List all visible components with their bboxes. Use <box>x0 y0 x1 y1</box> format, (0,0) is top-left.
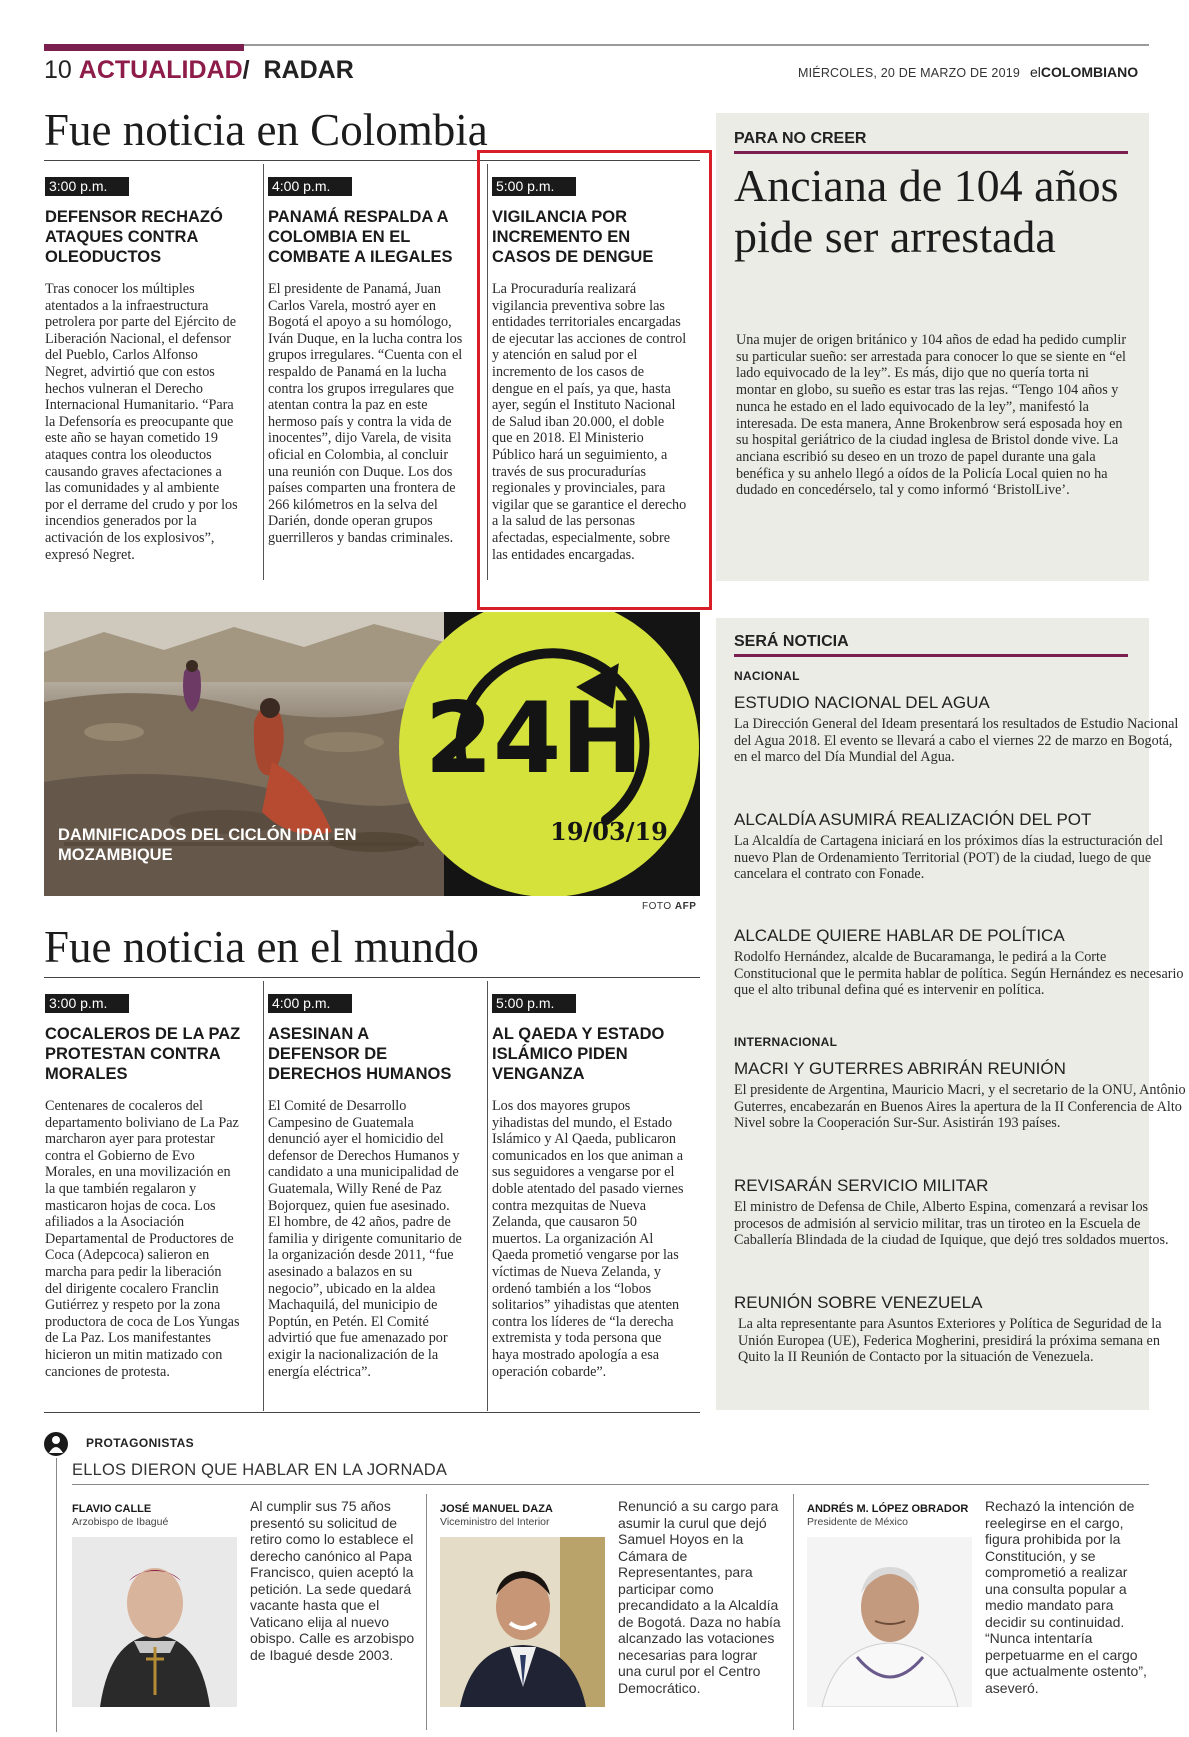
protagonistas-divider <box>426 1494 427 1730</box>
protagonist-name: JOSÉ MANUEL DAZA <box>440 1503 553 1515</box>
brand-logo <box>1030 64 1138 80</box>
protagonist-role: Arzobispo de Ibagué <box>72 1516 169 1528</box>
protagonistas-label: PROTAGONISTAS <box>86 1436 195 1450</box>
mundo-title-rule <box>44 977 700 978</box>
para-no-creer-rule <box>734 151 1128 154</box>
sera-noticia-body: El presidente de Argentina, Mauricio Macri, y el secretario de la ONU, Antônio Guterres, encabezarán en Buenos Aires la apertura de la II Conferencia de Alto Nivel sobre la Cooperación Sur-Sur. Asistirán 193 países. <box>734 1082 1186 1132</box>
logo-text: 24H <box>424 682 644 796</box>
sera-noticia-body: La alta representante para Asuntos Exteriores y Política de Seguridad de la Unión Europea (UE), Federica Mogherini, presidirá la próxima semana en Quito la II Reunión de Contacto por la situación de Venezuela. <box>738 1316 1162 1366</box>
mundo-column-3 <box>492 994 688 1380</box>
person-icon <box>44 1432 68 1456</box>
article-body: El presidente de Panamá, Juan Carlos Varela, mostró ayer en Bogotá el apoyo a su homólogo, Iván Duque, en la lucha contra los grupos irregulares. “Cuenta con el respaldo de Panamá en la lucha contra los grupos irregulares que atentan contra la paz en este hermoso país y contra la vida de inocentes”, dijo Varela, de visita oficial en Colombia, al concluir una reunión con Duque. Los dos países comparten una frontera de 266 kilómetros en la selva del Darién, donde operan grupos guerrilleros y bandas criminales. <box>268 281 463 546</box>
mundo-section-title: Fue noticia en el mundo <box>44 922 479 972</box>
sera-noticia-headline: ALCALDE QUIERE HABLAR DE POLÍTICA <box>734 926 1065 945</box>
protagonist-photo <box>807 1537 972 1707</box>
banner-24h <box>44 612 700 896</box>
mundo-column-1 <box>45 994 241 1380</box>
mundo-bottom-rule <box>44 1412 700 1413</box>
protagonist-quote: Al cumplir sus 75 años presentó su solicitud de retiro como lo establece el derecho canónico al Papa Francisco, quien aceptó la petición. La sede quedará vacante hasta que el Vaticano elija al nuevo obispo. Calle es arzobispo de Ibagué desde 2003. <box>250 1498 415 1663</box>
sera-noticia-rule <box>734 654 1128 657</box>
viceminister-portrait-illustration <box>440 1537 605 1707</box>
colombia-column-2 <box>268 177 464 547</box>
protagonist-role: Presidente de México <box>807 1516 908 1528</box>
para-no-creer-headline: Anciana de 104 años pide ser arrestada <box>734 160 1119 262</box>
mundo-column-2 <box>268 994 464 1380</box>
photo-credit <box>642 901 696 912</box>
internacional-label: INTERNACIONAL <box>734 1035 838 1049</box>
protagonist-name: FLAVIO CALLE <box>72 1503 152 1515</box>
time-badge: 3:00 p.m. <box>45 994 129 1013</box>
time-badge: 5:00 p.m. <box>492 994 576 1013</box>
nacional-label: NACIONAL <box>734 669 800 683</box>
header-accent-bar <box>44 44 244 51</box>
protagonist-name: ANDRÉS M. LÓPEZ OBRADOR <box>807 1503 969 1515</box>
sera-noticia-headline: ALCALDÍA ASUMIRÁ REALIZACIÓN DEL POT <box>734 810 1092 829</box>
article-headline: ASESINAN A DEFENSOR DE DERECHOS HUMANOS <box>268 1025 452 1083</box>
sera-noticia-headline: REUNIÓN SOBRE VENEZUELA <box>734 1293 983 1312</box>
para-no-creer-body: Una mujer de origen británico y 104 años de edad ha pedido cumplir su particular sueño: ser arrestada para conocer lo que se siente en “el lado equivocado de la ley”. Es más, dijo que no quería torta ni montar en globo, su sueño es estar tras las rejas. “Tengo 104 años y nunca he estado en el lado equivocado de la ley”, manifestó la interesada. De esta manera, Anne Brokenbrow será esposada hoy en su hospital geriátrico de la ciudad inglesa de Bristol donde vive. La anciana escribió su deseo en un trozo de papel durante una gala benéfica y su anhelo llegó a oídos de la Policía Local quien no ha dudado en concedérselo, tal y como informó ‘BristolLive’. <box>736 332 1127 499</box>
photo-credit-name: AFP <box>674 901 697 912</box>
protagonist-photo <box>72 1537 237 1707</box>
article-headline: DEFENSOR RECHAZÓ ATAQUES CONTRA OLEODUCTOS <box>45 208 223 266</box>
sera-noticia-headline: REVISARÁN SERVICIO MILITAR <box>734 1176 989 1195</box>
colombia-column-1 <box>45 177 241 563</box>
protagonist-photo <box>440 1537 605 1707</box>
issue-date: MIÉRCOLES, 20 DE MARZO DE 2019 <box>798 66 1021 80</box>
subsection-name: RADAR <box>263 56 354 84</box>
section-separator: / <box>242 56 250 84</box>
sera-noticia-body: Rodolfo Hernández, alcalde de Bucaramanga, le pedirá a la Corte Constitucional que le permita hablar de política. Según Hernández es necesario que el alto tribunal defina qué es intervenir en política. <box>734 949 1184 999</box>
banner-date: 19/03/19 <box>550 817 668 846</box>
time-badge: 4:00 p.m. <box>268 994 352 1013</box>
24h-logo-icon <box>384 612 700 896</box>
article-body: Los dos mayores grupos yihadistas del mundo, el Estado Islámico y Al Qaeda, publicaron comunicados en los que animan a sus seguidores a vengarse por el doble atentado del pasado viernes contra mezquitas de Nueva Zelanda, que causaron 50 muertos. La organización Al Qaeda prometió vengarse por las víctimas de Nueva Zelanda, y ordenó también a los “lobos solitarios” yihadistas que atenten contra los líderes de “la derecha extremista y toda persona que haya mostrado apología a esa operación cobarde”. <box>492 1098 684 1380</box>
photo-credit-prefix: FOTO <box>642 901 672 912</box>
time-badge: 5:00 p.m. <box>492 177 576 196</box>
sera-noticia-label: SERÁ NOTICIA <box>734 633 849 650</box>
sera-noticia-body: El ministro de Defensa de Chile, Alberto Espina, comenzará a revisar los procesos de admisión al servicio militar, tras un tiroteo en la Escuela de Caballería Blindada de la ciudad de Iquique, que dejó tres soldados muertos. <box>734 1199 1169 1249</box>
time-badge: 3:00 p.m. <box>45 177 129 196</box>
article-body: Centenares de cocaleros del departamento boliviano de La Paz marcharon ayer para protestar contra el Gobierno de Evo Morales, en una movilización en la que también regalaron y masticaron hojas de coca. Los afiliados a la Asociación Departamental de Productores de Coca (Adepcoca) salieron en marcha para pedir la liberación del dirigente cocalero Franclin Gutiérrez y respeto por la zona productora de coca de Los Yungas de La Paz. Los manifestantes hicieron un mitin matizado con canciones de protesta. <box>45 1098 240 1380</box>
highlight-box <box>477 150 712 610</box>
bishop-portrait-illustration <box>72 1537 237 1707</box>
colombia-section-title: Fue noticia en Colombia <box>44 105 488 155</box>
section-name: ACTUALIDAD <box>78 56 243 84</box>
time-badge: 4:00 p.m. <box>268 177 352 196</box>
protagonist-role: Viceministro del Interior <box>440 1516 550 1528</box>
page-number: 10 <box>44 56 72 84</box>
protagonistas-subtitle: ELLOS DIERON QUE HABLAR EN LA JORNADA <box>72 1461 448 1479</box>
article-headline: PANAMÁ RESPALDA A COLOMBIA EN EL COMBATE A ILEGALES <box>268 208 453 266</box>
sera-noticia-body: La Dirección General del Ideam presentará los resultados de Estudio Nacional del Agua 2018. El evento se llevará a cabo el viernes 22 de marzo en Bogotá, en el marco del Día Mundial del Agua. <box>734 716 1179 766</box>
column-divider <box>263 981 264 1411</box>
article-headline: VIGILANCIA POR INCREMENTO EN CASOS DE DENGUE <box>492 208 654 266</box>
protagonistas-rule <box>72 1484 1149 1485</box>
protagonist-quote: Renunció a su cargo para asumir la curul que dejó Samuel Hoyos en la Cámara de Representantes, para participar como precandidato a la Alcaldía de Bogotá. Daza no había alcanzado las votaciones necesarias para lograr una curul por el Centro Democrático. <box>618 1498 781 1696</box>
protagonistas-divider <box>793 1494 794 1730</box>
brand-name: COLOMBIANO <box>1040 64 1139 80</box>
article-headline: COCALEROS DE LA PAZ PROTESTAN CONTRA MORALES <box>45 1025 241 1083</box>
page-header <box>44 56 354 84</box>
protagonistas-side-rule <box>56 1458 57 1732</box>
sera-noticia-headline: MACRI Y GUTERRES ABRIRÁN REUNIÓN <box>734 1059 1066 1078</box>
photo-caption: DAMNIFICADOS DEL CICLÓN IDAI EN MOZAMBIQUE <box>58 826 357 864</box>
column-divider <box>263 164 264 580</box>
sera-noticia-body: La Alcaldía de Cartagena iniciará en los próximos días la estructuración del nuevo Plan de Ordenamiento Territorial (POT) de la ciudad, luego de que cancelara el contrato con Fonade. <box>734 833 1164 883</box>
column-divider <box>487 981 488 1411</box>
president-portrait-illustration <box>807 1537 972 1707</box>
article-headline: AL QAEDA Y ESTADO ISLÁMICO PIDEN VENGANZA <box>492 1025 665 1083</box>
brand-prefix: el <box>1030 64 1041 80</box>
para-no-creer-label: PARA NO CREER <box>734 130 867 147</box>
article-body: La Procuraduría realizará vigilancia preventiva sobre las entidades territoriales encargadas de ejecutar las acciones de control y atención en salud por el incremento de los casos de dengue en el país, ya que, hasta ayer, según el Instituto Nacional de Salud iban 20.000, el doble que en 2018. El Ministerio Público hará un seguimiento, a través de sus procuradurías regionales y provinciales, para vigilar que se garantice el derecho a la salud de las personas afectadas, especialmente, sobre las entidades encargadas. <box>492 281 687 563</box>
article-body: El Comité de Desarrollo Campesino de Guatemala denunció ayer el homicidio del defensor de Derechos Humanos y candidato a una municipalidad de Guatemala, Willy René de Paz Bojorquez, quien fue asesinado. El hombre, de 42 años, padre de familia y dirigente comunitario de la organización desde 2011, “fue asesinado a balazos en su negocio”, ubicado en la aldea Machaquilá, del municipio de Poptún, en Petén. El Comité advirtió que fue amenazado por exigir la nacionalización de la energía eléctrica”. <box>268 1098 462 1380</box>
article-body: Tras conocer los múltiples atentados a la infraestructura petrolera por parte del Ejército de Liberación Nacional, el defensor del Pueblo, Carlos Alfonso Negret, advirtió que con estos hechos vulneran el Derecho Internacional Humanitario. “Para la Defensoría es preocupante que este año se hayan cometido 19 ataques contra los oleoductos causando graves afectaciones a las comunidades y al ambiente por el derrame del crudo y por los incendios generados por la activación de los explosivos”, expresó Negret. <box>45 281 238 563</box>
sera-noticia-headline: ESTUDIO NACIONAL DEL AGUA <box>734 693 990 712</box>
protagonist-quote: Rechazó la intención de reelegirse en el cargo, figura prohibida por la Constitución, y se comprometió a realizar una consulta popular a medio mandato para decidir su continuidad. “Nunca intentaría perpetuarme en el cargo que actualmente ostento”, aseveró. <box>985 1498 1147 1696</box>
